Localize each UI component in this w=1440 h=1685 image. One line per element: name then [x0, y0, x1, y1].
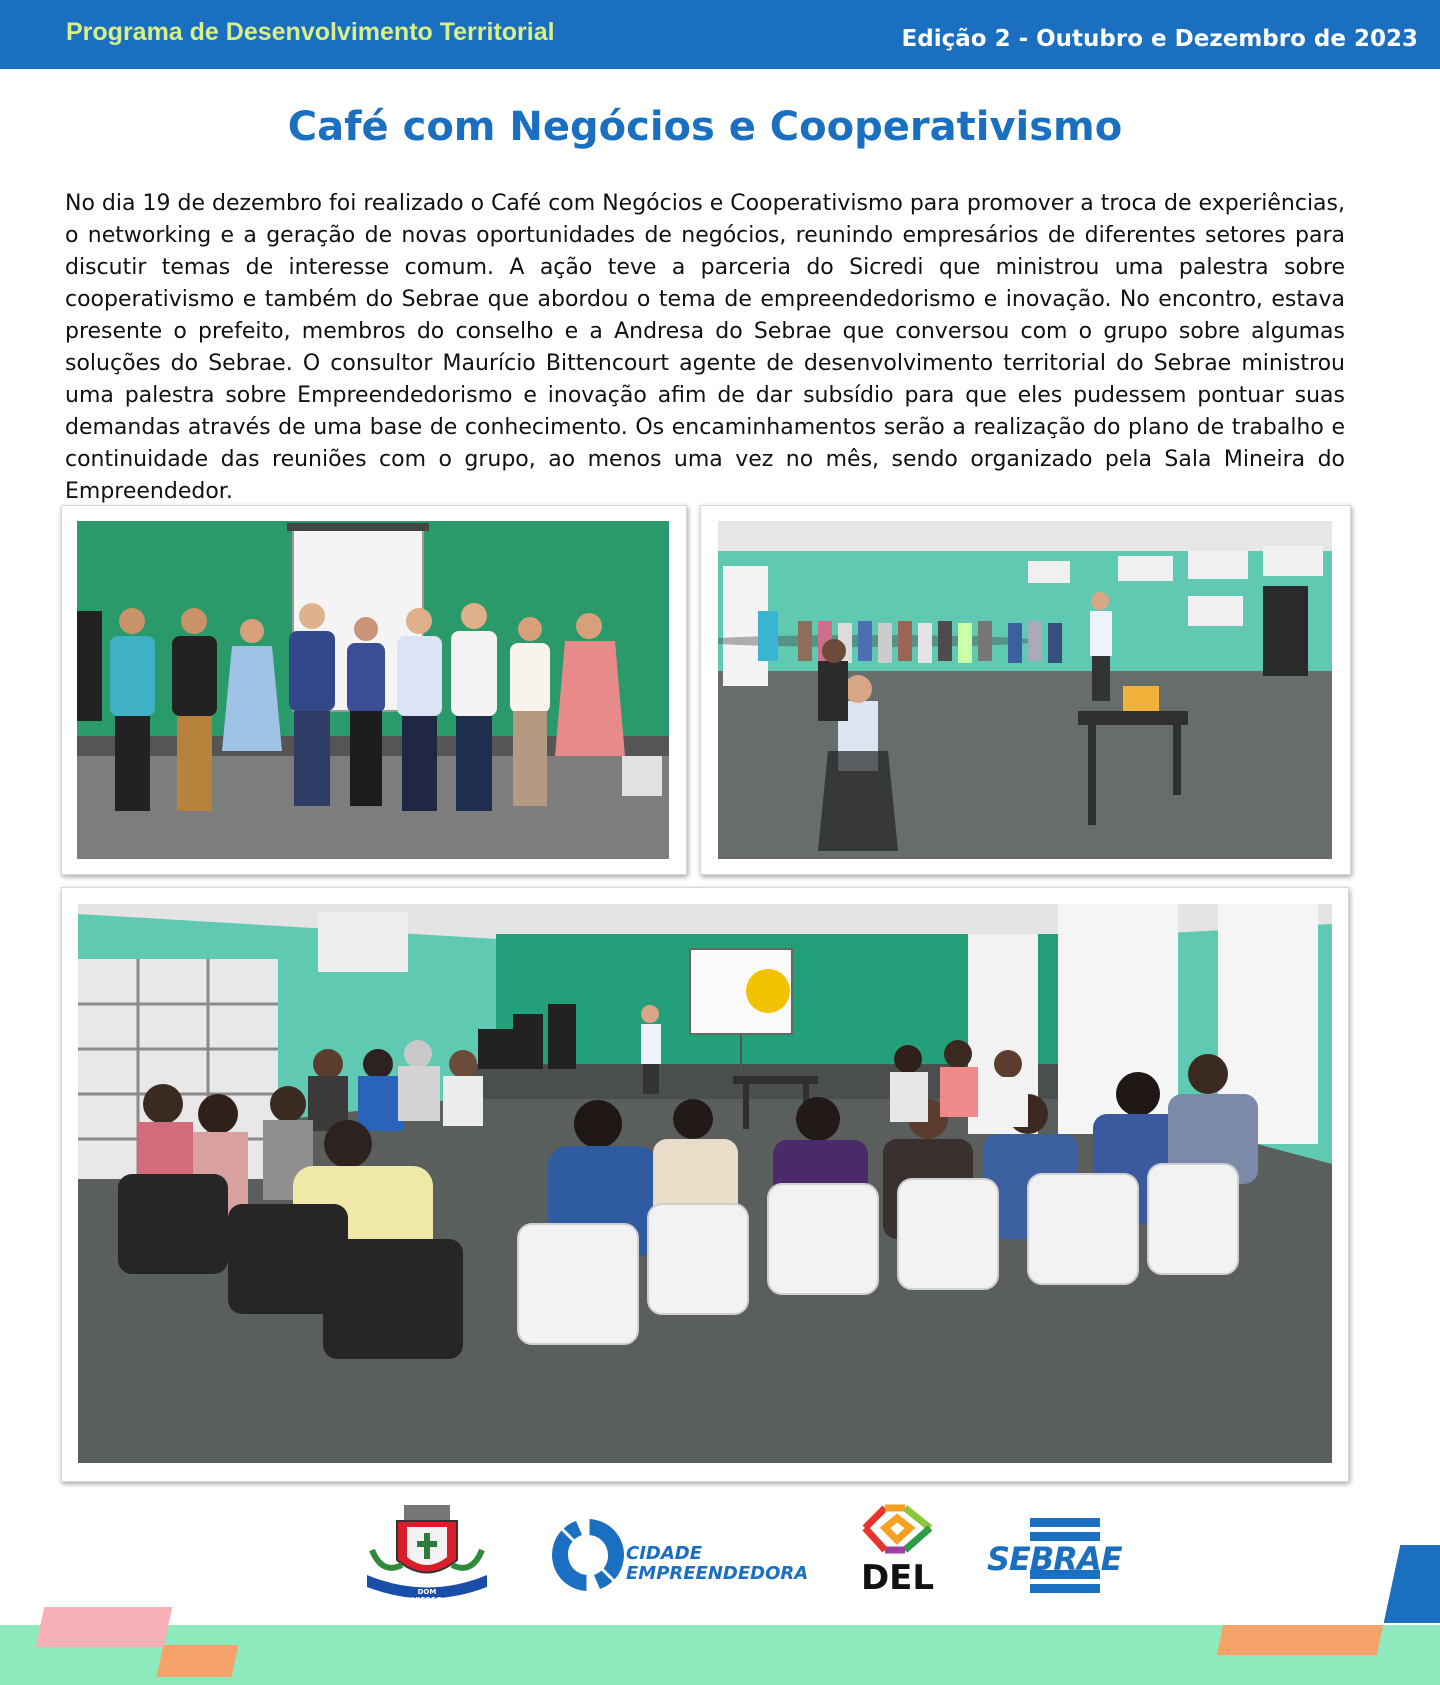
- edition-label: Edição 2 - Outubro e Dezembro de 2023: [901, 26, 1418, 52]
- cidade-line2: EMPREENDEDORA: [626, 1563, 809, 1584]
- sebrae-logo: [985, 1518, 1135, 1598]
- photo-meeting-hall: [700, 505, 1351, 875]
- photo-audience-wide: [61, 887, 1349, 1482]
- photo-group-portrait: [61, 505, 687, 875]
- header-bar: [0, 0, 1440, 69]
- article-title: Café com Negócios e Cooperativismo: [287, 104, 1123, 150]
- del-text: DEL: [860, 1558, 935, 1598]
- article-body: No dia 19 de dezembro foi realizado o Café com Negócios e Cooperativismo para promover a troca de experiências, o networking e a geração de novas oportunidades de negócios, reunindo empresários de diferentes setores para discutir temas de interesse comum. A ação teve a parceria do Sicredi que ministrou uma palestra sobre cooperativismo e também do Sebrae que abordou o tema de empreendedorismo e inovação. No encontro, estava presente o prefeito, membros do conselho e a Andresa do Sebrae que conversou com o grupo sobre algumas soluções do Sebrae. O consultor Maurício Bittencourt agente de desenvolvimento territorial do Sebrae ministrou uma palestra sobre Empreendedorismo e inovação afim de dar subsídio para que eles pudessem pontuar suas demandas através de uma base de conhecimento. Os encaminhamentos serão a realização do plano de trabalho e continuidade das reuniões com o grupo, ao menos uma vez no mês, sendo organizado pela Sala Mineira do Empreendedor.: [65, 191, 1345, 504]
- cidade-empreendedora-logo: [548, 1515, 808, 1595]
- decor-pink-block: [36, 1607, 173, 1647]
- cidade-line1: CIDADE: [626, 1543, 703, 1564]
- decor-orange-block-left: [157, 1645, 239, 1677]
- municipal-crest-logo: [362, 1505, 492, 1603]
- decor-orange-block-right: [1217, 1625, 1383, 1655]
- decor-blue-block: [1384, 1545, 1440, 1623]
- sebrae-text: SEBRAE: [987, 1540, 1122, 1578]
- del-logo: [855, 1498, 940, 1598]
- program-title: Programa de Desenvolvimento Territorial: [66, 18, 555, 46]
- crest-ribbon-text: DOM VIÇOSO: [411, 1588, 443, 1604]
